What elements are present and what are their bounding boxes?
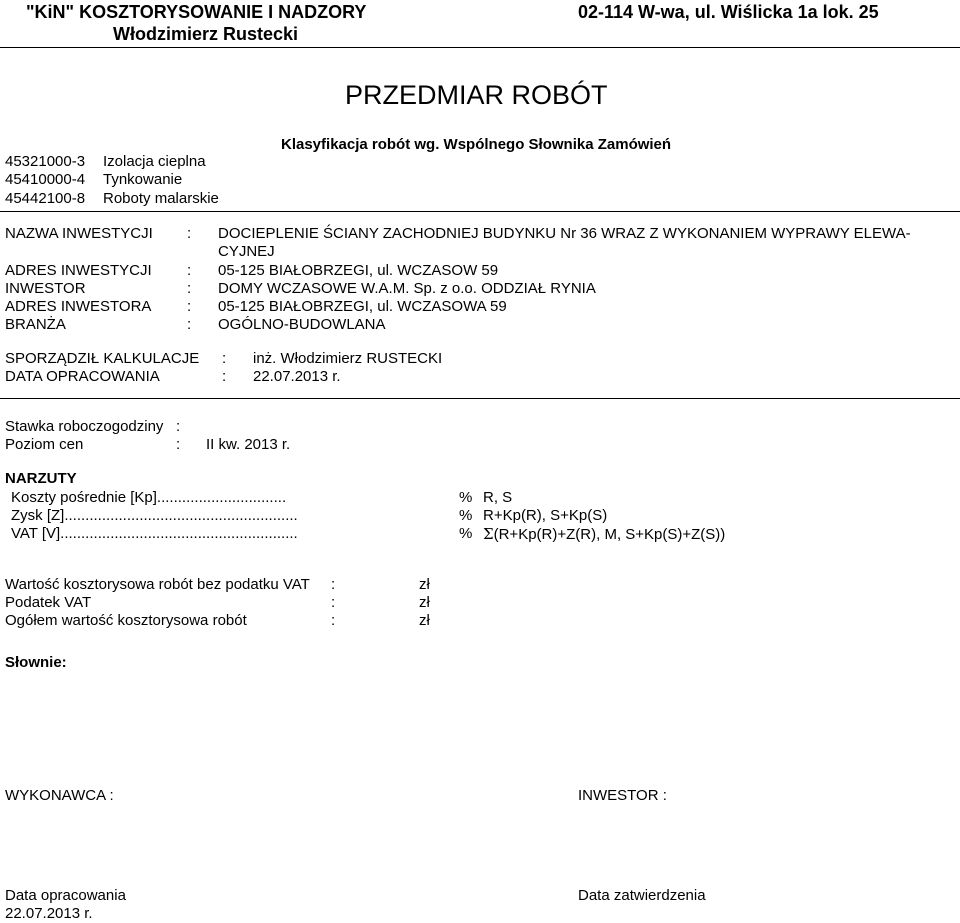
date-approved-label: Data zatwierdzenia: [578, 887, 706, 904]
markup-base: R+Kp(R), S+Kp(S): [483, 507, 608, 524]
company-person: Włodzimierz Rustecki: [113, 24, 299, 44]
separator: :: [331, 576, 336, 593]
preparation-date-label: DATA OPRACOWANIA: [5, 368, 160, 385]
in-words-label: Słownie:: [5, 654, 67, 671]
separator: :: [176, 418, 181, 435]
investment-address-value: 05-125 BIAŁOBRZEGI, ul. WCZASOW 59: [218, 262, 499, 279]
currency-unit: zł: [419, 576, 430, 593]
section-divider: [0, 398, 960, 399]
classification-heading: Klasyfikacja robót wg. Wspólnego Słownika Zamówień: [281, 136, 672, 153]
markup-label: VAT [V].........................................................: [11, 525, 298, 542]
header-divider: [0, 47, 960, 48]
price-level-label: Poziom cen: [5, 436, 84, 453]
branch-value: OGÓLNO-BUDOWLANA: [218, 316, 386, 333]
currency-unit: zł: [419, 594, 430, 611]
classification-code: 45442100-8: [5, 190, 86, 207]
date-prepared-label: Data opracowania: [5, 887, 126, 904]
sigma-symbol: Σ: [483, 525, 494, 543]
classification-name: Tynkowanie: [103, 171, 183, 188]
investor-value: DOMY WCZASOWE W.A.M. Sp. z o.o. ODDZIAŁ RYNIA: [218, 280, 596, 297]
markup-base-text: (R+Kp(R)+Z(R), M, S+Kp(S)+Z(S)): [493, 526, 726, 543]
separator: :: [187, 298, 192, 315]
separator: :: [187, 316, 192, 333]
price-level-value: II kw. 2013 r.: [206, 436, 291, 453]
company-address: 02-114 W-wa, ul. Wiślicka 1a lok. 25: [578, 2, 879, 22]
markup-base: R, S: [483, 489, 513, 506]
investor-signature-label: INWESTOR :: [578, 787, 667, 804]
contractor-label: WYKONAWCA :: [5, 787, 114, 804]
separator: :: [187, 225, 192, 242]
net-value-label: Wartość kosztorysowa robót bez podatku VAT: [5, 576, 310, 593]
investor-address-value: 05-125 BIAŁOBRZEGI, ul. WCZASOWA 59: [218, 298, 507, 315]
prepared-by-value: inż. Włodzimierz RUSTECKI: [253, 350, 443, 367]
total-value-label: Ogółem wartość kosztorysowa robót: [5, 612, 247, 629]
separator: :: [187, 280, 192, 297]
markup-percent: %: [459, 525, 473, 542]
separator: :: [187, 262, 192, 279]
company-name: "KiN" KOSZTORYSOWANIE I NADZORY: [26, 2, 367, 22]
date-prepared-value: 22.07.2013 r.: [5, 905, 93, 922]
prepared-by-label: SPORZĄDZIŁ KALKULACJE: [5, 350, 200, 367]
classification-name: Izolacja cieplna: [103, 153, 206, 170]
investor-address-label: ADRES INWESTORA: [5, 298, 152, 315]
investment-name-value-cont: CYJNEJ: [218, 243, 275, 260]
markup-base: [483, 525, 725, 544]
section-divider: [0, 211, 960, 212]
markup-label: Zysk [Z]........................................................: [11, 507, 298, 524]
classification-code: 45410000-4: [5, 171, 86, 188]
branch-label: BRANŻA: [5, 316, 66, 333]
separator: :: [331, 612, 336, 629]
separator: :: [222, 350, 227, 367]
preparation-date-value: 22.07.2013 r.: [253, 368, 341, 385]
separator: :: [222, 368, 227, 385]
investment-address-label: ADRES INWESTYCJI: [5, 262, 152, 279]
markup-percent: %: [459, 507, 473, 524]
vat-label: Podatek VAT: [5, 594, 92, 611]
markup-percent: %: [459, 489, 473, 506]
markups-heading: NARZUTY: [5, 470, 77, 487]
classification-code: 45321000-3: [5, 153, 86, 170]
investment-name-value: DOCIEPLENIE ŚCIANY ZACHODNIEJ BUDYNKU Nr 36 WRAZ Z WYKONANIEM WYPRAWY ELEWA-: [218, 225, 911, 242]
page-title: PRZEDMIAR ROBÓT: [345, 80, 608, 110]
separator: :: [176, 436, 181, 453]
investor-label: INWESTOR: [5, 280, 86, 297]
markup-label: Koszty pośrednie [Kp]...............................: [11, 489, 287, 506]
separator: :: [331, 594, 336, 611]
hourly-rate-label: Stawka roboczogodziny: [5, 418, 164, 435]
currency-unit: zł: [419, 612, 430, 629]
investment-name-label: NAZWA INWESTYCJI: [5, 225, 153, 242]
classification-name: Roboty malarskie: [103, 190, 219, 207]
